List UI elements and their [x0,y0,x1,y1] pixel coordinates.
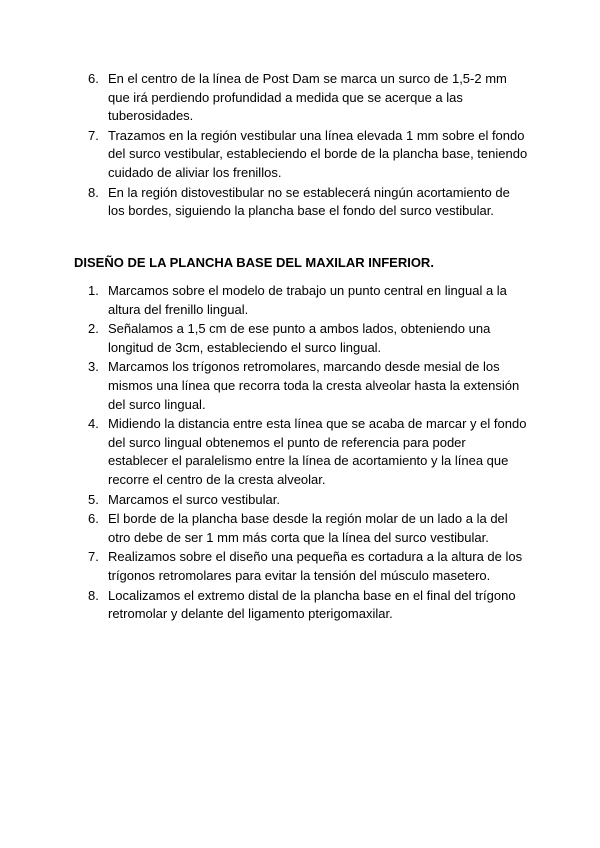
item-number: 8. [88,587,99,603]
list-item [88,320,528,357]
item-number: 3. [88,359,99,375]
list-item [88,415,528,489]
item-number: 6. [88,71,99,86]
item-text: Marcamos los trígonos retromolares, marcando desde mesial de los mismos una línea que recorra toda la cresta alveolar hasta la extensión del surco lingual. [108,359,520,412]
item-text: Realizamos sobre el diseño una pequeña es cortadura a la altura de los trígonos retromolares para evitar la tensión del músculo masetero. [108,549,523,583]
item-text: En la región distovestibular no se establecerá ningún acortamiento de los bordes, siguiendo la plancha base el fondo del surco vestibular. [108,184,510,219]
list-item [88,491,528,510]
item-text: Marcamos el surco vestibular. [108,491,280,507]
item-number: 2. [88,321,99,337]
steps-list-lower [88,282,528,625]
list-item [88,70,528,126]
steps-list-upper [88,70,528,222]
section-heading: DISEÑO DE LA PLANCHA BASE DEL MAXILAR INFERIOR. [74,255,434,270]
item-number: 7. [88,127,99,143]
list-item [88,127,528,183]
item-number: 7. [88,549,99,565]
item-number: 1. [88,283,99,298]
item-number: 8. [88,184,99,200]
item-text: Midiendo la distancia entre esta línea que se acaba de marcar y el fondo del surco lingual obtenemos el punto de referencia para poder establecer el paralelismo entre la línea de acortamiento y la línea que recorre el centro de la cresta alveolar. [108,416,527,487]
item-number: 6. [88,511,99,527]
list-item [88,510,528,547]
item-text: Marcamos sobre el modelo de trabajo un punto central en lingual a la altura del frenillo lingual. [108,283,507,317]
list-item [88,184,528,221]
item-text: Localizamos el extremo distal de la plancha base en el final del trígono retromolar y delante del ligamento pterigomaxilar. [108,587,516,622]
list-item [88,358,528,414]
item-text: En el centro de la línea de Post Dam se marca un surco de 1,5-2 mm que irá perdiendo profundidad a medida que se acerque a las tuberosidades. [108,71,507,124]
item-text: Señalamos a 1,5 cm de ese punto a ambos lados, obteniendo una longitud de 3cm, estableciendo el surco lingual. [108,321,491,355]
item-number: 5. [88,491,99,507]
list-item [88,548,528,585]
item-text: El borde de la plancha base desde la región molar de un lado a la del otro debe de ser 1 mm más corta que la línea del surco vestibular. [108,511,508,545]
item-text: Trazamos en la región vestibular una línea elevada 1 mm sobre el fondo del surco vestibular, estableciendo el borde de la plancha base, teniendo cuidado de aliviar los frenillos. [108,127,528,180]
list-item [88,587,528,624]
item-number: 4. [88,416,99,432]
list-item [88,282,528,319]
